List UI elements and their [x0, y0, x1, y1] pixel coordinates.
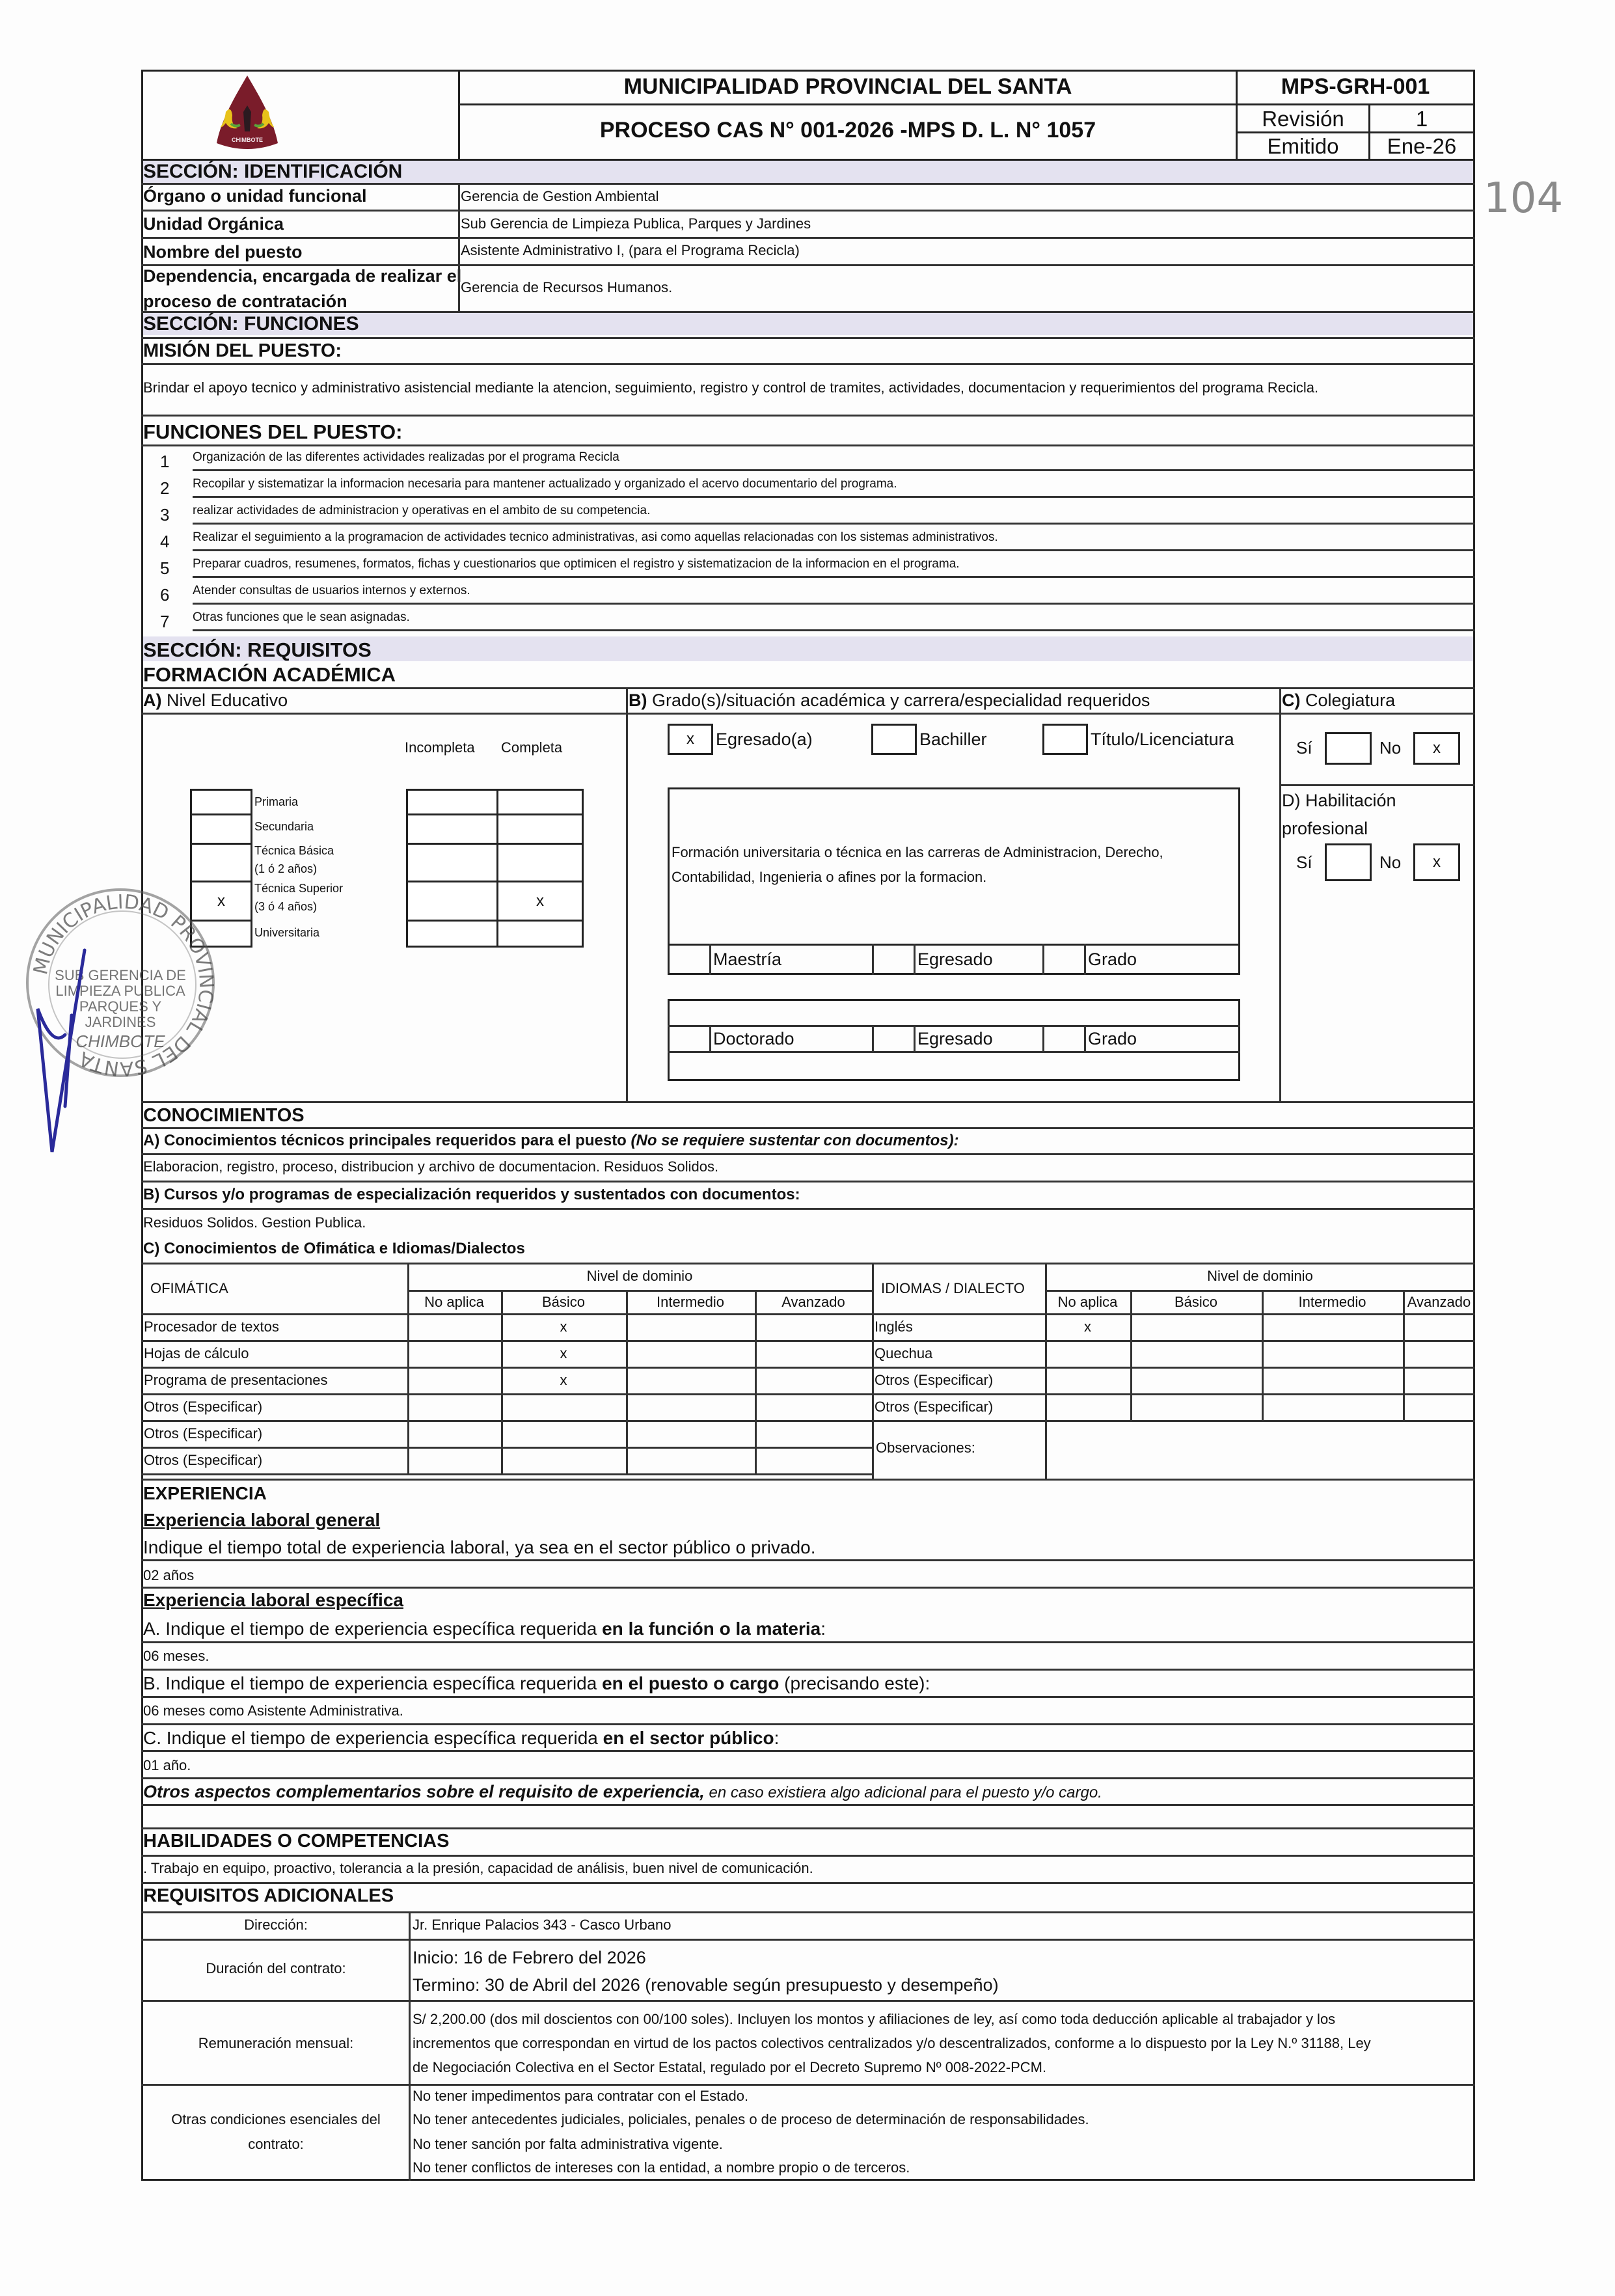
experiencia-c-bold: en el sector público: [603, 1728, 774, 1748]
otras-condiciones-3: No tener sanción por falta administrativa vigente.: [413, 2136, 723, 2152]
idiomas-level-cell[interactable]: [1130, 1393, 1262, 1420]
experiencia-b-text: B. Indique el tiempo de experiencia específica requerida: [143, 1673, 603, 1693]
grado-checkbox[interactable]: [1042, 724, 1088, 755]
habilitacion-label-2: profesional: [1282, 819, 1368, 838]
b-prefix: B): [629, 690, 647, 710]
conocimientos-c-label: C) Conocimientos de Ofimática e Idiomas/Dialectos: [143, 1240, 525, 1257]
duracion-termino: Termino: 30 de Abril del 2026 (renovable según presupuesto y desempeño): [413, 1975, 999, 1995]
ofimatica-row-label: Hojas de cálculo: [144, 1345, 249, 1361]
idiomas-level-cell[interactable]: [1045, 1367, 1130, 1393]
ofimatica-level-cell[interactable]: [755, 1367, 872, 1393]
issued-value: Ene-26: [1387, 134, 1457, 158]
funcion-underline: [193, 603, 1475, 605]
idiomas-level-header: Avanzado: [1407, 1294, 1471, 1310]
observaciones-label: Observaciones:: [876, 1440, 975, 1456]
conocimientos-title: CONOCIMIENTOS: [143, 1105, 305, 1126]
ofimatica-level-cell[interactable]: [407, 1340, 501, 1367]
idiomas-divider: [1045, 1290, 1475, 1292]
process-title: PROCESO CAS N° 001-2026 -MPS D. L. N° 1057: [599, 118, 1096, 143]
header-logo-cell: [141, 70, 460, 161]
id-value-puesto: Asistente Administrativo I, (para el Programa Recicla): [461, 242, 800, 258]
funcion-underline: [193, 523, 1475, 525]
funcion-underline: [193, 576, 1475, 578]
experiencia-title: EXPERIENCIA: [143, 1483, 267, 1503]
idiomas-level-cell[interactable]: [1045, 1393, 1130, 1420]
ofimatica-level-cell[interactable]: [755, 1420, 872, 1447]
grado-label: Egresado(a): [716, 730, 813, 749]
experiencia-otros-tail: en caso existiera algo adicional para el puesto y/o cargo.: [704, 1784, 1102, 1801]
id-value-dependencia: Gerencia de Recursos Humanos.: [461, 279, 673, 295]
nivel-incompleta-cell[interactable]: [406, 813, 498, 845]
ofimatica-level-header: Básico: [541, 1294, 586, 1310]
experiencia-b-value: 06 meses como Asistente Administrativa.: [143, 1702, 403, 1719]
experiencia-b-tail: (precisando este):: [779, 1673, 930, 1693]
grado-checkbox[interactable]: [871, 724, 917, 755]
otras-condiciones-1: No tener impedimentos para contratar con el Estado.: [413, 2088, 749, 2104]
experiencia-general-question: Indique el tiempo total de experiencia laboral, ya sea en el sector público o privado.: [143, 1537, 816, 1557]
remuneracion-line-3: de Negociación Colectiva en el Sector Estatal, regulado por el Decreto Supremo Nº 008-2022-PCM.: [413, 2059, 1047, 2075]
ofimatica-level-cell[interactable]: [501, 1393, 626, 1420]
ofimatica-level-header: No aplica: [424, 1294, 484, 1310]
organization-title: MUNICIPALIDAD PROVINCIAL DEL SANTA: [623, 74, 1072, 99]
colegiatura-no-checkbox[interactable]: x: [1413, 732, 1460, 765]
funcion-text: realizar actividades de administracion y operativas en el ambito de su competencia.: [193, 504, 651, 517]
funcion-text: Organización de las diferentes actividades realizadas por el programa Recicla: [193, 450, 619, 464]
ofimatica-level-header: Intermedio: [657, 1294, 724, 1310]
nivel-sublabel: (1 ó 2 años): [254, 862, 318, 875]
ofimatica-row-label: Otros (Especificar): [144, 1425, 263, 1442]
c-prefix: C): [1282, 690, 1301, 710]
experiencia-general-value: 02 años: [143, 1567, 195, 1583]
formacion-title: FORMACIÓN ACADÉMICA: [143, 663, 396, 686]
idiomas-level-cell[interactable]: [1130, 1313, 1262, 1340]
ofimatica-row-label: Programa de presentaciones: [144, 1372, 328, 1388]
nivel-checkbox[interactable]: [190, 789, 252, 815]
colegiatura-no-label: No: [1379, 738, 1402, 758]
ofimatica-level-cell[interactable]: x: [560, 1318, 567, 1335]
funcion-underline: [193, 469, 1475, 471]
id-label-puesto: Nombre del puesto: [143, 242, 303, 262]
nivel-label: Secundaria: [254, 820, 314, 833]
funcion-number: 3: [160, 505, 170, 525]
nivel-completa-cell[interactable]: [496, 920, 584, 948]
doctorado-egresado: Egresado: [917, 1029, 993, 1048]
remuneracion-label: Remuneración mensual:: [198, 2035, 354, 2051]
id-value-organo: Gerencia de Gestion Ambiental: [461, 188, 659, 204]
remuneracion-line-1: S/ 2,200.00 (dos mil doscientos con 00/100 soles). Incluyen los montos y afiliaciones de ley, así como toda deducción aplicable al trabajador y los: [413, 2011, 1336, 2027]
ofimatica-level-cell[interactable]: x: [560, 1345, 567, 1361]
habilidades-value: . Trabajo en equipo, proactivo, tolerancia a la presión, capacidad de análisis, buen nivel de comunicación.: [143, 1860, 813, 1876]
doctorado-label: Doctorado: [713, 1029, 794, 1048]
ofimatica-level-cell[interactable]: [755, 1340, 872, 1367]
nivel-checkbox[interactable]: [190, 813, 252, 845]
otras-condiciones-label-2: contrato:: [248, 2136, 304, 2152]
idiomas-level-cell[interactable]: [1403, 1367, 1475, 1393]
conocimientos-b-value: Residuos Solidos. Gestion Publica.: [143, 1214, 366, 1231]
conocimientos-a-label: [143, 1132, 959, 1151]
doc-code: MPS-GRH-001: [1281, 74, 1430, 99]
id-label-unidad: Unidad Orgánica: [143, 214, 284, 234]
nivel-completa-cell[interactable]: [496, 789, 584, 815]
ofimatica-level-cell[interactable]: [407, 1393, 501, 1420]
nivel-incompleta-cell[interactable]: [406, 843, 498, 882]
funcion-number: 2: [160, 478, 170, 498]
idiomas-left-border: [872, 1263, 874, 1479]
incompleta-label: Incompleta: [405, 739, 475, 756]
ofimatica-level-cell[interactable]: [626, 1393, 755, 1420]
ofimatica-level-cell[interactable]: [626, 1367, 755, 1393]
revision-label: Revisión: [1262, 107, 1344, 131]
idiomas-level-header: Básico: [1174, 1294, 1218, 1310]
idiomas-level-cell[interactable]: [1262, 1313, 1403, 1340]
stamp-line-4: JARDINES: [85, 1014, 156, 1030]
idiomas-nivel-label: Nivel de dominio: [1207, 1268, 1313, 1284]
funcion-text: Otras funciones que le sean asignadas.: [193, 610, 410, 624]
nivel-sublabel: (3 ó 4 años): [254, 900, 318, 913]
ofimatica-level-cell[interactable]: [755, 1447, 872, 1473]
municipal-logo-icon: [211, 73, 283, 154]
experiencia-general-title: Experiencia laboral general: [143, 1510, 381, 1530]
nivel-completa-cell[interactable]: [496, 843, 584, 882]
direccion-value: Jr. Enrique Palacios 343 - Casco Urbano: [413, 1917, 672, 1933]
stamp-line-5: CHIMBOTE: [75, 1032, 165, 1051]
idiomas-level-cell[interactable]: [1262, 1340, 1403, 1367]
experiencia-b-bold: en el puesto o cargo: [602, 1673, 780, 1693]
conocimientos-a-note: (No se requiere sustentar con documentos):: [631, 1132, 959, 1149]
experiencia-a-text: A. Indique el tiempo de experiencia específica requerida: [143, 1619, 603, 1639]
adicionales-title: REQUISITOS ADICIONALES: [143, 1885, 394, 1906]
habilitacion-label-1: D) Habilitación: [1282, 791, 1396, 810]
a-prefix: A): [143, 690, 162, 710]
habilitacion-si-label: Sí: [1296, 853, 1312, 872]
stamp-line-2: LIMPIEZA PUBLICA: [55, 983, 185, 999]
idiomas-level-cell[interactable]: [1403, 1340, 1475, 1367]
idiomas-title: IDIOMAS / DIALECTO: [881, 1280, 1025, 1296]
conocimientos-a-text: A) Conocimientos técnicos principales requeridos para el puesto: [143, 1132, 627, 1149]
idiomas-level-cell[interactable]: [1262, 1367, 1403, 1393]
ofimatica-level-cell[interactable]: [407, 1313, 501, 1340]
nivel-completa-cell[interactable]: [496, 813, 584, 845]
section-requisitos-title: SECCIÓN: REQUISITOS: [143, 638, 372, 661]
idiomas-level-cell[interactable]: [1130, 1367, 1262, 1393]
completa-label: Completa: [501, 739, 563, 756]
nivel-completa-cell[interactable]: x: [496, 881, 584, 922]
grado-label: Bachiller: [919, 730, 987, 749]
nivel-educativo-header: [143, 690, 288, 711]
id-label-dependencia-2: proceso de contratación: [143, 292, 347, 311]
ofimatica-nivel-label: Nivel de dominio: [586, 1268, 693, 1284]
funcion-number: 1: [160, 452, 170, 471]
otras-condiciones-2: No tener antecedentes judiciales, policiales, penales o de proceso de determinación de responsabilidades.: [413, 2111, 1089, 2127]
conocimientos-a-value: Elaboracion, registro, proceso, distribucion y archivo de documentacion. Residuos Solidos.: [143, 1158, 719, 1175]
colegiatura-si-checkbox[interactable]: [1325, 732, 1372, 765]
idiomas-level-cell[interactable]: [1262, 1393, 1403, 1420]
mision-text: Brindar el apoyo tecnico y administrativo asistencial mediante la atencion, seguimiento, registro y control de tramites, actividades, documentacion y requerimientos del programa Recicla.: [143, 379, 1319, 396]
colegiatura-si-label: Sí: [1296, 738, 1312, 758]
nivel-label: Universitaria: [254, 926, 320, 939]
stamp-line-3: PARQUES Y: [79, 998, 162, 1015]
carrera-text-1: Formación universitaria o técnica en las carreras de Administracion, Derecho,: [672, 844, 1163, 860]
experiencia-especifica-title: Experiencia laboral específica: [143, 1590, 403, 1610]
experiencia-a-bold: en la función o la materia: [602, 1619, 821, 1639]
experiencia-otros-bold: Otros aspectos complementarios sobre el requisito de experiencia,: [143, 1782, 705, 1801]
experiencia-c-value: 01 año.: [143, 1757, 191, 1773]
experiencia-otros: [143, 1781, 1102, 1803]
mision-label: MISIÓN DEL PUESTO:: [143, 340, 342, 361]
experiencia-c-text: C. Indique el tiempo de experiencia específica requerida: [143, 1728, 603, 1748]
colegiatura-header: [1282, 690, 1395, 711]
ofimatica-level-header: Avanzado: [781, 1294, 845, 1310]
experiencia-a-question: A. Indique el tiempo de experiencia específica requerida en la función o la materia:: [143, 1619, 826, 1639]
nivel-incompleta-cell[interactable]: [406, 920, 498, 948]
idiomas-row-label: Otros (Especificar): [875, 1399, 994, 1415]
id-label-dependencia-1: Dependencia, encargada de realizar el: [143, 266, 462, 286]
funcion-text: Realizar el seguimiento a la programacion de actividades tecnico administrativas, asi como aquellas relacionadas con los sistemas administrativos.: [193, 530, 998, 544]
id-value-unidad: Sub Gerencia de Limpieza Publica, Parques y Jardines: [461, 215, 811, 232]
idiomas-level-cell[interactable]: [1130, 1340, 1262, 1367]
nivel-incompleta-cell[interactable]: [406, 881, 498, 922]
idiomas-row-divider: [872, 1420, 1475, 1422]
grado-label: Título/Licenciatura: [1091, 730, 1234, 749]
experiencia-c-question: C. Indique el tiempo de experiencia específica requerida en el sector público:: [143, 1728, 780, 1748]
idiomas-level-cell[interactable]: x: [1084, 1318, 1091, 1335]
idiomas-level-header: No aplica: [1057, 1294, 1118, 1310]
experiencia-a-value: 06 meses.: [143, 1648, 210, 1664]
grado-checkbox[interactable]: x: [668, 724, 713, 755]
direccion-label: Dirección:: [244, 1917, 308, 1933]
ofimatica-level-cell[interactable]: x: [560, 1371, 567, 1388]
nivel-checkbox[interactable]: x: [190, 881, 252, 922]
habilitacion-no-checkbox[interactable]: x: [1413, 843, 1460, 881]
observaciones-divider: [1045, 1420, 1047, 1479]
carrera-text-2: Contabilidad, Ingenieria o afines por la formacion.: [672, 869, 987, 885]
ofimatica-row-label: Procesador de textos: [144, 1319, 279, 1335]
funcion-underline: [193, 549, 1475, 551]
funcion-underline: [193, 496, 1475, 498]
nivel-incompleta-cell[interactable]: [406, 789, 498, 815]
funcion-text: Recopilar y sistematizar la informacion necesaria para mantener actualizado y organizado el acervo documentario del programa.: [193, 477, 897, 491]
funcion-number: 7: [160, 612, 170, 631]
funcion-number: 6: [160, 585, 170, 605]
section-funciones-title: SECCIÓN: FUNCIONES: [143, 313, 359, 335]
habilidades-title: HABILIDADES O COMPETENCIAS: [143, 1831, 450, 1852]
ofimatica-level-cell[interactable]: [626, 1340, 755, 1367]
idiomas-row-label: Otros (Especificar): [875, 1372, 994, 1388]
funcion-underline: [193, 629, 1475, 631]
revision-value: 1: [1415, 107, 1428, 131]
idiomas-level-cell[interactable]: [1045, 1340, 1130, 1367]
funcion-number: 4: [160, 532, 170, 551]
id-label-organo: Órgano o unidad funcional: [143, 186, 367, 206]
section-identificacion-title: SECCIÓN: IDENTIFICACIÓN: [143, 161, 403, 182]
ofimatica-level-cell[interactable]: [755, 1393, 872, 1420]
funcion-text: Atender consultas de usuarios internos y externos.: [193, 584, 470, 597]
a-label: Nivel Educativo: [167, 690, 288, 710]
ofimatica-level-cell[interactable]: [626, 1447, 755, 1473]
idiomas-level-cell[interactable]: [1403, 1393, 1475, 1420]
otras-condiciones-4: No tener conflictos de intereses con la entidad, a nombre propio o de terceros.: [413, 2159, 910, 2176]
ofimatica-row-label: Otros (Especificar): [144, 1452, 263, 1468]
habilitacion-si-checkbox[interactable]: [1325, 843, 1372, 881]
ofimatica-divider: [407, 1290, 872, 1292]
ofimatica-level-cell[interactable]: [626, 1420, 755, 1447]
ofimatica-level-cell[interactable]: [407, 1447, 501, 1473]
nivel-label: Técnica Superior: [254, 882, 344, 895]
maestria-grado: Grado: [1088, 950, 1137, 969]
experiencia-b-question: [143, 1673, 930, 1695]
stamp-line-1: SUB GERENCIA DE: [55, 967, 186, 983]
logo-text: CHIMBOTE: [232, 137, 263, 143]
ofimatica-row-label: Otros (Especificar): [144, 1399, 263, 1415]
conocimientos-b-label: B) Cursos y/o programas de especialización requeridos y sustentados con documentos:: [143, 1186, 800, 1203]
b-label: Grado(s)/situación académica y carrera/especialidad requeridos: [652, 690, 1150, 710]
doctorado-grado: Grado: [1088, 1029, 1137, 1048]
nivel-checkbox[interactable]: [190, 843, 252, 882]
nivel-label: Primaria: [254, 795, 299, 808]
funciones-label: FUNCIONES DEL PUESTO:: [143, 420, 403, 443]
otras-condiciones-label-1: Otras condiciones esenciales del: [171, 2111, 381, 2127]
ofimatica-level-cell[interactable]: [626, 1313, 755, 1340]
duracion-inicio: Inicio: 16 de Febrero del 2026: [413, 1948, 646, 1967]
handwritten-page-number: 104: [1484, 174, 1564, 223]
issued-label: Emitido: [1267, 134, 1339, 158]
idiomas-level-header: Intermedio: [1298, 1294, 1366, 1310]
maestria-label: Maestría: [713, 950, 782, 969]
idiomas-level-cell[interactable]: [1403, 1313, 1475, 1340]
idiomas-row-label: Quechua: [875, 1345, 933, 1361]
funcion-number: 5: [160, 558, 170, 578]
funcion-text: Preparar cuadros, resumenes, formatos, fichas y cuestionarios que optimicen el registro y sistematizacion de la informacion en el programa.: [193, 557, 960, 571]
c-label: Colegiatura: [1305, 690, 1396, 710]
habilitacion-no-label: No: [1379, 853, 1402, 872]
ofimatica-level-cell[interactable]: [755, 1313, 872, 1340]
ofimatica-level-cell[interactable]: [501, 1420, 626, 1447]
stamp-ring-label: MUNICIPALIDAD PROVINCIAL DEL SANTA: [29, 891, 217, 1080]
ofimatica-row-divider: [141, 1473, 872, 1475]
ofimatica-level-cell[interactable]: [407, 1367, 501, 1393]
remuneracion-line-2: incrementos que correspondan en virtud de los pactos colectivos centralizados y/o descentralizados, conforme a lo dispuesto por la Ley N.º 31188, Ley: [413, 2035, 1371, 2051]
idiomas-row-label: Inglés: [875, 1319, 913, 1335]
duracion-label: Duración del contrato:: [206, 1960, 346, 1976]
nivel-label: Técnica Básica: [254, 844, 334, 857]
ofimatica-level-cell[interactable]: [501, 1447, 626, 1473]
signature-icon: [26, 937, 104, 1184]
ofimatica-level-cell[interactable]: [407, 1420, 501, 1447]
ofimatica-title: OFIMÁTICA: [150, 1280, 228, 1296]
grado-header: [629, 690, 1150, 711]
maestria-egresado: Egresado: [917, 950, 993, 969]
